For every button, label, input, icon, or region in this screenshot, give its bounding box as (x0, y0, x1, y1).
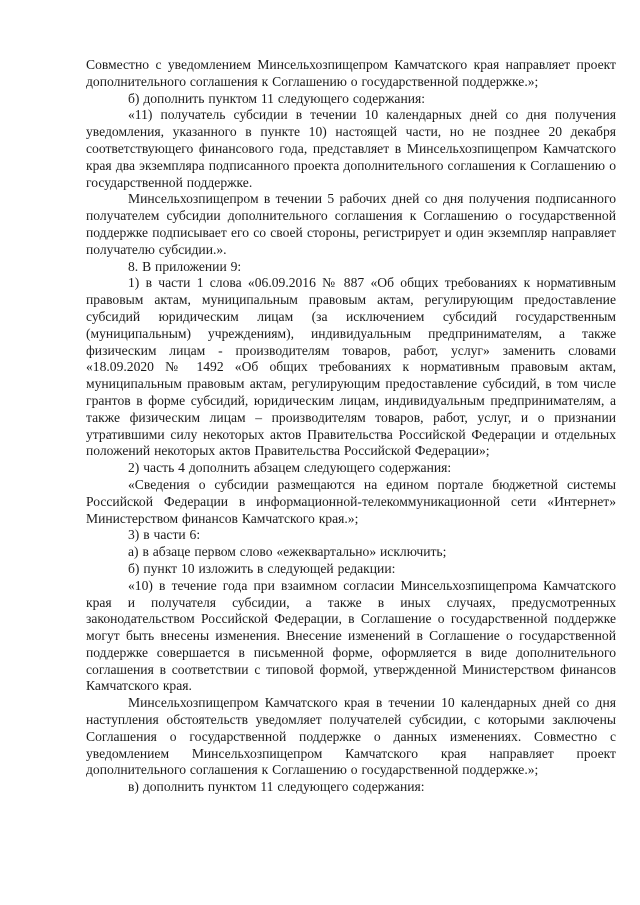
paragraph-6: 1) в части 1 слова «06.09.2016 № 887 «Об общих требованиях к нормативным правовым актам, муниципальным правовым актам, регулирующим предоставление субсидий юридическим лицам (за исключением субсидий государственным (муниципальным) учреждениям), индивидуальным предпринимателям, а также физическим лицам - производителям товаров, работ, услуг» заменить словами «18.09.2020 № 1492 «Об общих требованиях к нормативным правовым актам, муниципальным правовым актам, регулирующим предоставление субсидий, в том числе грантов в форме субсидий, юридическим лицам, индивидуальным предпринимателям, а также физическим лицам – производителям товаров, работ, услуг, и о признании утратившими силу некоторых актов Правительства Российской Федерации и отдельных положений некоторых актов Правительства Российской Федерации»; (86, 275, 616, 459)
paragraph-13: Минсельхозпищепром Камчатского края в течении 10 календарных дней со дня наступления обстоятельств уведомляет получателей субсидии, с которыми заключены Соглашения о государственной поддержке о данных изменениях. Совместно с уведомлением Минсельхозпищепром Камчатского края направляет проект дополнительного соглашения к Соглашению о государственной поддержке.»; (86, 695, 616, 778)
paragraph-9: 3) в части 6: (128, 527, 201, 543)
paragraph-7: 2) часть 4 дополнить абзацем следующего содержания: (128, 460, 452, 476)
paragraph-3: «11) получатель субсидии в течении 10 календарных дней со дня получения уведомления, указанного в пункте 10) настоящей части, но не позднее 20 декабря соответствующего финансового года, представляет в Минсельхозпищепром Камчатского края два экземпляра подписанного проекта дополнительного соглашения к Соглашению о государственной поддержке. (86, 107, 616, 190)
paragraph-2: б) дополнить пунктом 11 следующего содержания: (128, 90, 426, 106)
paragraph-5: 8. В приложении 9: (128, 258, 242, 274)
paragraph-11: б) пункт 10 изложить в следующей редакции: (128, 560, 396, 576)
paragraph-10: а) в абзаце первом слово «ежеквартально» исключить; (128, 544, 447, 560)
paragraph-1: Совместно с уведомлением Минсельхозпищепром Камчатского края направляет проект дополнительного соглашения к Соглашению о государственной поддержке.»; (86, 57, 616, 89)
paragraph-8: «Сведения о субсидии размещаются на едином портале бюджетной системы Российской Федерации в информационной-телекоммуникационной сети «Интернет» Министерством финансов Камчатского края.»; (86, 476, 616, 526)
paragraph-4: Минсельхозпищепром в течении 5 рабочих дней со дня получения подписанного получателем субсидии дополнительного соглашения к Соглашению о государственной поддержке подписывает его со своей стороны, регистрирует и один экземпляр направляет получателю субсидии.». (86, 191, 616, 257)
paragraph-12: «10) в течение года при взаимном согласии Минсельхозпищепрома Камчатского края и получателя субсидии, а также в иных случаях, предусмотренных законодательством Российской Федерации, в Соглашение о государственной поддержке могут быть внесены изменения. Внесение изменений в Соглашение о государственной поддержке совершается в письменной форме, оформляется в виде дополнительного соглашения в соответствии с типовой формой, утвержденной Министерством финансов Камчатского края. (86, 577, 616, 694)
paragraph-14: в) дополнить пунктом 11 следующего содержания: (128, 779, 425, 795)
